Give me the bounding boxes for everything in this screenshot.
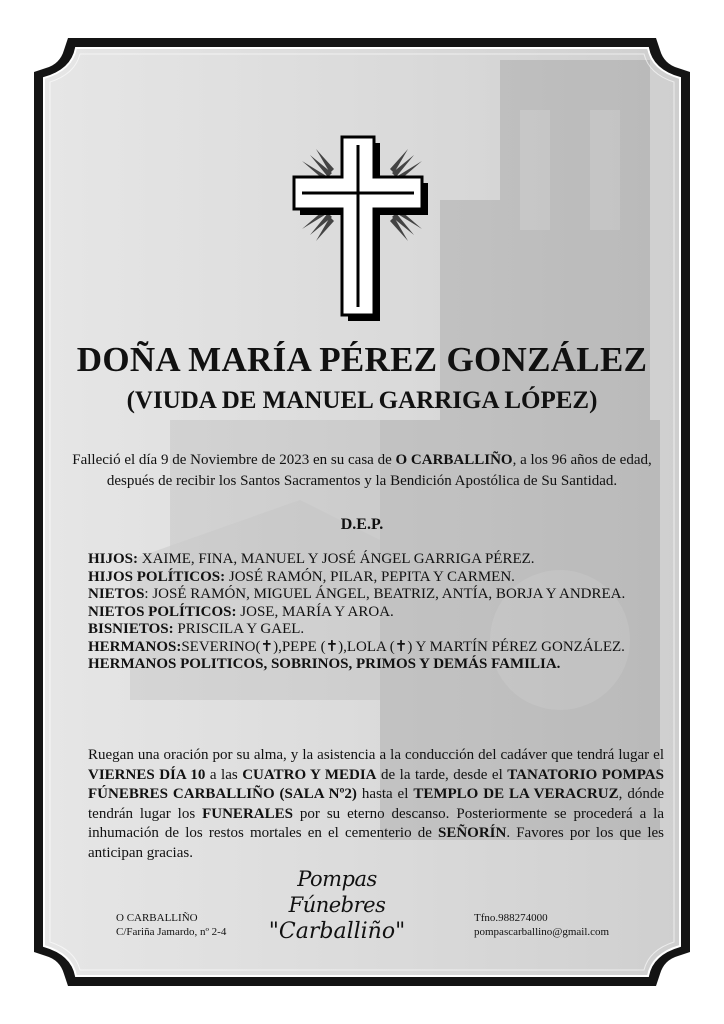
request-text: a las [205, 766, 243, 783]
label: HIJOS POLÍTICOS: [88, 568, 226, 585]
family-hermanos [88, 639, 664, 657]
family-bisnietos [88, 621, 664, 639]
request-text: de la tarde, desde el [376, 766, 508, 783]
request-text: . Favores por los que les anticipan gracias. [88, 825, 665, 861]
request-text: hasta el [356, 786, 414, 802]
request-text: Ruegan una oración por su alma, y la asistencia a la conducción del cadáver que tendrá lugar el [88, 747, 664, 763]
value: XAIME, FINA, MANUEL Y JOSÉ ÁNGEL GARRIGA PÉREZ. [138, 551, 535, 567]
dep-label: D.E.P. [340, 516, 384, 533]
value: SEVERINO(✝),PEPE (✝),LOLA (✝) Y MARTÍN PÉREZ GONZÁLEZ. [181, 638, 625, 655]
label: HIJOS: [88, 551, 139, 567]
footer-phone: Tfno.988274000 [474, 912, 548, 924]
request-text: por su eterno descanso. Posteriormente se procederá a la inhumación de los restos mortales en el cementerio de [88, 805, 664, 841]
request-cementerio: SEÑORÍN [437, 825, 507, 841]
death-announcement [70, 450, 654, 492]
family-list [88, 551, 664, 674]
intro-place: O CARBALLIÑO [395, 452, 513, 468]
request-day: VIERNES DÍA 10 [88, 766, 206, 783]
label: BISNIETOS: [88, 621, 174, 637]
family-hijos [88, 551, 664, 569]
label: NIETOS POLÍTICOS: [88, 603, 237, 620]
family-nietos [88, 586, 664, 604]
label: HERMANOS: [88, 638, 182, 655]
footer-city: O CARBALLIÑO [116, 912, 198, 924]
footer-street: C/Fariña Jamardo, nº 2-4 [116, 926, 227, 938]
value: : JOSÉ RAMÓN, MIGUEL ÁNGEL, BEATRIZ, ANTÍA, BORJA Y ANDREA. [144, 586, 626, 602]
family-hijos-politicos [88, 569, 664, 587]
footer-address [116, 911, 226, 939]
deceased-name: DOÑA MARÍA PÉREZ GONZÁLEZ [76, 340, 648, 379]
cross-icon [262, 135, 462, 325]
label: NIETOS [88, 586, 145, 602]
logo-line-2: "Carballiño" [268, 919, 406, 944]
footer-contact [474, 911, 609, 939]
intro-text-end: , a los 96 años de edad, después de recibir los Santos Sacramentos y la Bendición Apostólica de Su Santidad. [106, 452, 652, 489]
request-text: , dónde tendrán lugar los [88, 786, 664, 822]
footer-email: pompascarballino@gmail.com [474, 926, 610, 938]
request-time: CUATRO Y MEDIA [242, 766, 377, 783]
family-nietos-politicos [88, 604, 664, 622]
deceased-subtitle: (VIUDA DE MANUEL GARRIGA LÓPEZ) [126, 387, 598, 414]
intro-text: Falleció el día 9 de Noviembre de 2023 en su casa de [72, 452, 396, 468]
value: PRISCILA Y GAEL. [173, 621, 305, 637]
value: JOSÉ RAMÓN, PILAR, PEPITA Y CARMEN. [225, 568, 515, 585]
request-funerales: FUNERALES [202, 805, 293, 822]
family-others: HERMANOS POLITICOS, SOBRINOS, PRIMOS Y DEMÁS FAMILIA. [88, 656, 561, 672]
value: JOSE, MARÍA Y AROA. [236, 603, 394, 620]
funeral-request [88, 746, 664, 863]
request-templo: TEMPLO DE LA VERACRUZ [413, 786, 619, 802]
request-tanatorio: TANATORIO POMPAS FÚNEBRES CARBALLIÑO (SALA Nº2) [88, 766, 664, 802]
logo-line-1: Pompas Fúnebres [288, 867, 386, 917]
funeral-home-logo [262, 866, 412, 946]
